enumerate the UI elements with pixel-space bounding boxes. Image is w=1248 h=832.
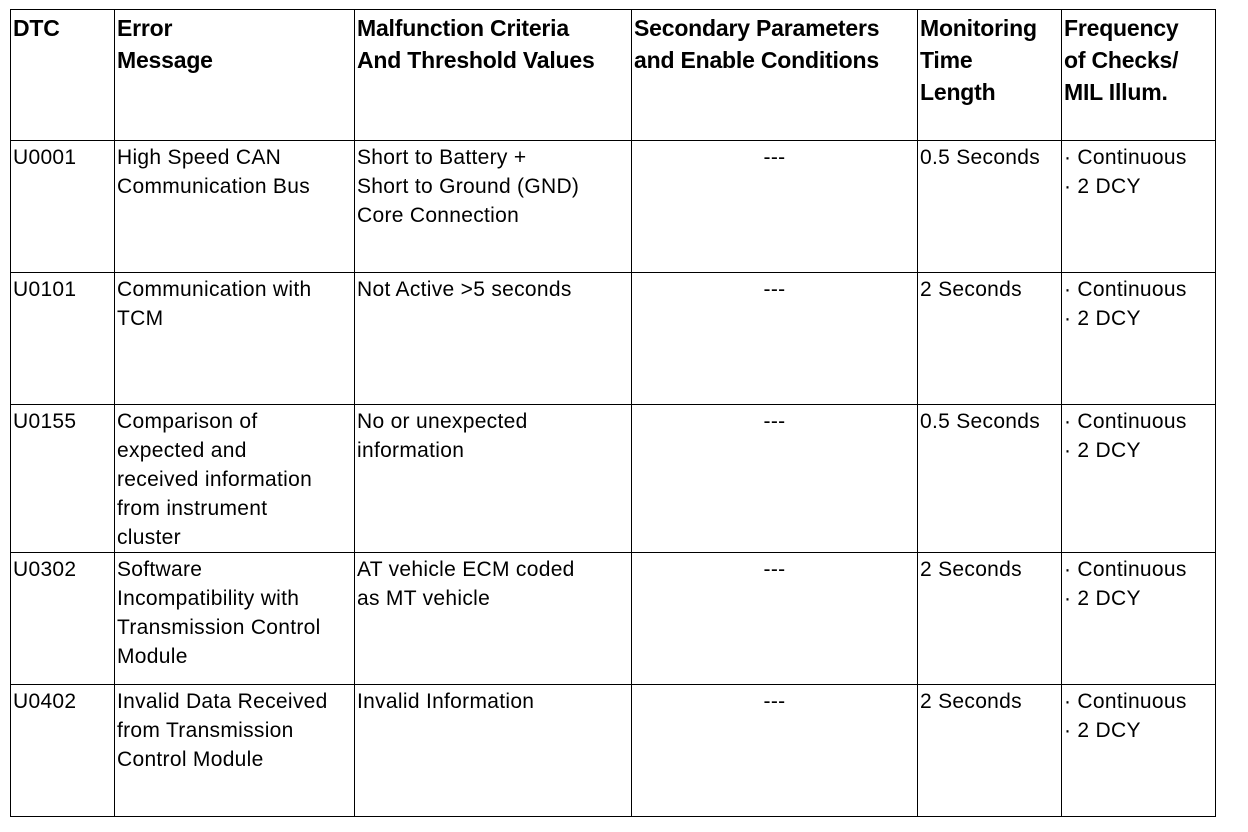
cell-dtc: U0402: [11, 685, 115, 817]
cell-monitoring-time: 2 Seconds: [918, 685, 1062, 817]
cell-dtc: U0001: [11, 141, 115, 273]
table-row: [11, 405, 1216, 553]
header-secondary-parameters: Secondary Parameters and Enable Conditions: [632, 10, 918, 141]
cell-secondary: ---: [632, 553, 918, 685]
cell-criteria: No or unexpected information: [355, 405, 632, 553]
header-frequency-checks: Frequency of Checks/ MIL Illum.: [1062, 10, 1216, 141]
cell-frequency: · Continuous · 2 DCY: [1062, 141, 1216, 273]
cell-monitoring-time: 2 Seconds: [918, 553, 1062, 685]
header-monitoring-time: Monitoring Time Length: [918, 10, 1062, 141]
cell-frequency: · Continuous · 2 DCY: [1062, 685, 1216, 817]
cell-secondary: ---: [632, 141, 918, 273]
cell-monitoring-time: 2 Seconds: [918, 273, 1062, 405]
cell-monitoring-time: 0.5 Seconds: [918, 405, 1062, 553]
table-row: [11, 553, 1216, 685]
cell-frequency: · Continuous · 2 DCY: [1062, 553, 1216, 685]
cell-frequency: · Continuous · 2 DCY: [1062, 405, 1216, 553]
cell-secondary: ---: [632, 273, 918, 405]
header-error-message: Error Message: [115, 10, 355, 141]
table-header-row: [11, 10, 1216, 141]
cell-dtc: U0302: [11, 553, 115, 685]
cell-error-message: Communication with TCM: [115, 273, 355, 405]
cell-criteria: Short to Battery + Short to Ground (GND) Core Connection: [355, 141, 632, 273]
dtc-table: [10, 9, 1216, 817]
cell-criteria: Not Active >5 seconds: [355, 273, 632, 405]
cell-dtc: U0101: [11, 273, 115, 405]
header-malfunction-criteria: Malfunction Criteria And Threshold Values: [355, 10, 632, 141]
cell-error-message: Comparison of expected and received information from instrument cluster: [115, 405, 355, 553]
cell-monitoring-time: 0.5 Seconds: [918, 141, 1062, 273]
cell-dtc: U0155: [11, 405, 115, 553]
header-dtc: DTC: [11, 10, 115, 141]
cell-frequency: · Continuous · 2 DCY: [1062, 273, 1216, 405]
cell-criteria: AT vehicle ECM coded as MT vehicle: [355, 553, 632, 685]
cell-error-message: High Speed CAN Communication Bus: [115, 141, 355, 273]
cell-criteria: Invalid Information: [355, 685, 632, 817]
cell-error-message: Software Incompatibility with Transmission Control Module: [115, 553, 355, 685]
cell-secondary: ---: [632, 685, 918, 817]
table-row: [11, 141, 1216, 273]
table-row: [11, 685, 1216, 817]
table-row: [11, 273, 1216, 405]
cell-secondary: ---: [632, 405, 918, 553]
cell-error-message: Invalid Data Received from Transmission Control Module: [115, 685, 355, 817]
